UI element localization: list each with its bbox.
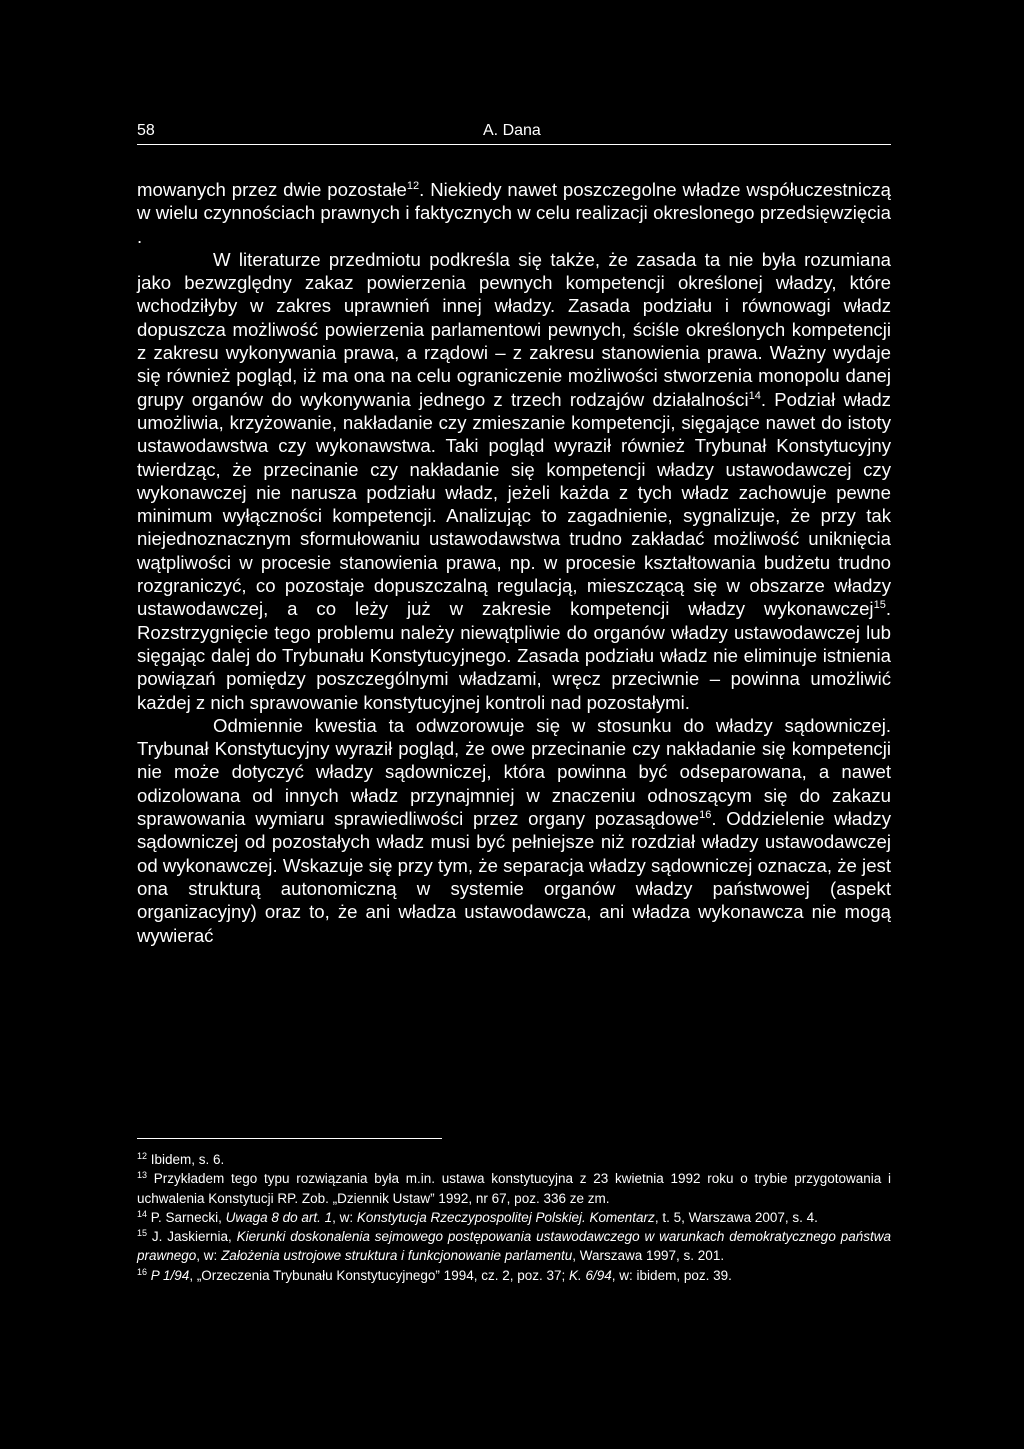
text-run: mowanych przez dwie pozostałe <box>137 179 407 200</box>
text-run: . Niekiedy nawet poszczegolne władze współuczestniczą w wielu czynnościach prawnych i faktycznych w celu realizacji okreslonego przedsięwzięcia . <box>137 179 891 247</box>
footnote-ref-12: 12 <box>406 180 420 192</box>
footnote-ref-16: 16 <box>699 809 712 822</box>
footnote-ref-15: 15 <box>873 599 886 612</box>
footnote-text: , w: ibidem, poz. 39. <box>611 1267 732 1283</box>
footnote-number: 15 <box>137 1228 148 1239</box>
footnote-text: Przykładem tego typu rozwiązania była m.in. ustawa konstytucyjna z 23 kwietnia 1992 roku o trybie przygotowania i uchwalenia Konstytucji RP. Zob. „Dziennik Ustaw” 1992, nr 67, poz. 336 ze zm. <box>137 1171 891 1206</box>
footnote-number: 12 <box>137 1151 148 1161</box>
footnote-text: P. Sarnecki, <box>150 1209 226 1225</box>
footnote-number: 14 <box>137 1208 148 1219</box>
text-run: . Rozstrzygnięcie tego problemu należy niewątpliwie do organów władzy ustawodawczej lub sięgając dalej do Trybunału Konstytucyjnego. Zasada podziału władz nie eliminuje istnienia powiązań pomiędzy poszczególnymi władzami, wręcz przeciwnie – powinna umożliwić każdej z nich sprawowanie konstytucyjnej kontroli nad pozostałymi. <box>137 598 891 713</box>
footnote-text: , w: <box>332 1209 357 1225</box>
text-run: Odmiennie kwestia ta odwzorowuje się w stosunku do władzy sądowniczej. Trybunał Konstytucyjny wyraził pogląd, że owe przecinanie czy nakładanie się kompetencji nie może dotyczyć władzy sądowniczej, która powinna być odseparowana, a nawet odizolowana od innych władz przynajmniej w znaczeniu odnoszącym się do zakazu sprawowania wymiaru sprawiedliwości przez organy pozasądowe <box>137 714 891 830</box>
footnote-italic: K. 6/94 <box>569 1267 612 1283</box>
page-number: 58 <box>137 122 155 139</box>
running-head: A. Dana <box>483 122 541 139</box>
body-text <box>137 178 891 947</box>
footnote-separator <box>137 1138 442 1139</box>
footnote-italic: Konstytucja Rzeczypospolitej Polskiej. Komentarz <box>356 1209 655 1225</box>
text-run: . Oddzielenie władzy sądowniczej od pozostałych władz musi być pełniejsze niż rozdział władzy ustawodawczej od wykonawczej. Wskazuje się przy tym, że separacja władzy sądowniczej oznacza, że jest ona strukturą autonomiczną w systemie organów władzy państwowej (aspekt organizacyjny) oraz to, że ani władza ustawodawcza, ani władza wykonawcza nie mogą wywierać <box>137 808 892 946</box>
footnote-ref-14: 14 <box>748 389 761 402</box>
footnote-text: J. Jaskiernia, <box>151 1229 237 1245</box>
footnote-12 <box>137 1150 891 1169</box>
text-run: . Podział władz umożliwia, krzyżowanie, nakładanie czy zmieszanie kompetencji, sięgające nawet do istoty ustawodawstwa czy wykonawstwa. Taki pogląd wyraził również Trybunał Konstytucyjny twierdząc, że przecinanie czy nakładanie się kompetencji władzy ustawodawczej czy wykonawczej nie narusza podziału władz, jeżeli każda z tych władz zachowuje pewne minimum wyłączności kompetencji. Analizując to zagadnienie, sygnalizuje, że przy tak niejednoznacznym sformułowaniu ustawodawstwa trudno zakładać możliwość uniknięcia wątpliwości w procesie stanowienia prawa, np. w procesie kształtowania budżetu trudno rozgraniczyć, co pozostaje dopuszczalną regulacją, mieszczącą się w obszarze władzy ustawodawczej, a co leży już w zakresie kompetencji władzy wykonawczej <box>137 388 891 620</box>
paragraph-2 <box>137 248 891 714</box>
text-run: W literaturze przedmiotu podkreśla się także, że zasada ta nie była rozumiana jako bezwzględny zakaz powierzenia pewnych kompetencji określonej władzy, które wchodziłyby w zakres uprawnień innej władzy. Zasada podziału i równowagi władz dopuszcza możliwość powierzenia parlamentowi pewnych, ściśle określonych kompetencji z zakresu wykonywania prawa, a rządowi – z zakresu stanowienia prawa. Ważny wydaje się również pogląd, iż ma ona na celu ograniczenie możliwości stworzenia monopolu danej grupy organów do wykonywania jednego z trzech rodzajów działalności <box>137 248 891 410</box>
footnote-italic: Założenia ustrojowe struktura i funkcjonowanie parlamentu <box>221 1248 573 1264</box>
footnote-16 <box>137 1266 891 1285</box>
footnote-text: Ibidem, s. 6. <box>150 1152 225 1167</box>
footnote-15 <box>137 1227 891 1266</box>
paragraph-3 <box>137 714 891 947</box>
footnote-italic: P 1/94 <box>150 1267 190 1283</box>
footnote-number: 16 <box>137 1266 148 1277</box>
footnote-text: , Warszawa 1997, s. 201. <box>572 1248 725 1264</box>
footnotes <box>137 1150 891 1285</box>
footnote-13 <box>137 1169 891 1208</box>
footnote-italic: Uwaga 8 do art. 1 <box>225 1209 333 1225</box>
footnote-text: , w: <box>196 1248 222 1264</box>
footnote-14 <box>137 1208 891 1227</box>
footnote-italic: Kierunki doskonalenia sejmowego postępowania ustawodawczego w warunkach demokratycznego państwa prawnego <box>137 1229 891 1264</box>
footnote-text: , t. 5, Warszawa 2007, s. 4. <box>654 1209 818 1225</box>
page-header <box>137 122 891 145</box>
paragraph-1 <box>137 178 891 248</box>
footnote-number: 13 <box>137 1170 148 1181</box>
footnote-text: , „Orzeczenia Trybunału Konstytucyjnego” 1994, cz. 2, poz. 37; <box>189 1267 570 1283</box>
